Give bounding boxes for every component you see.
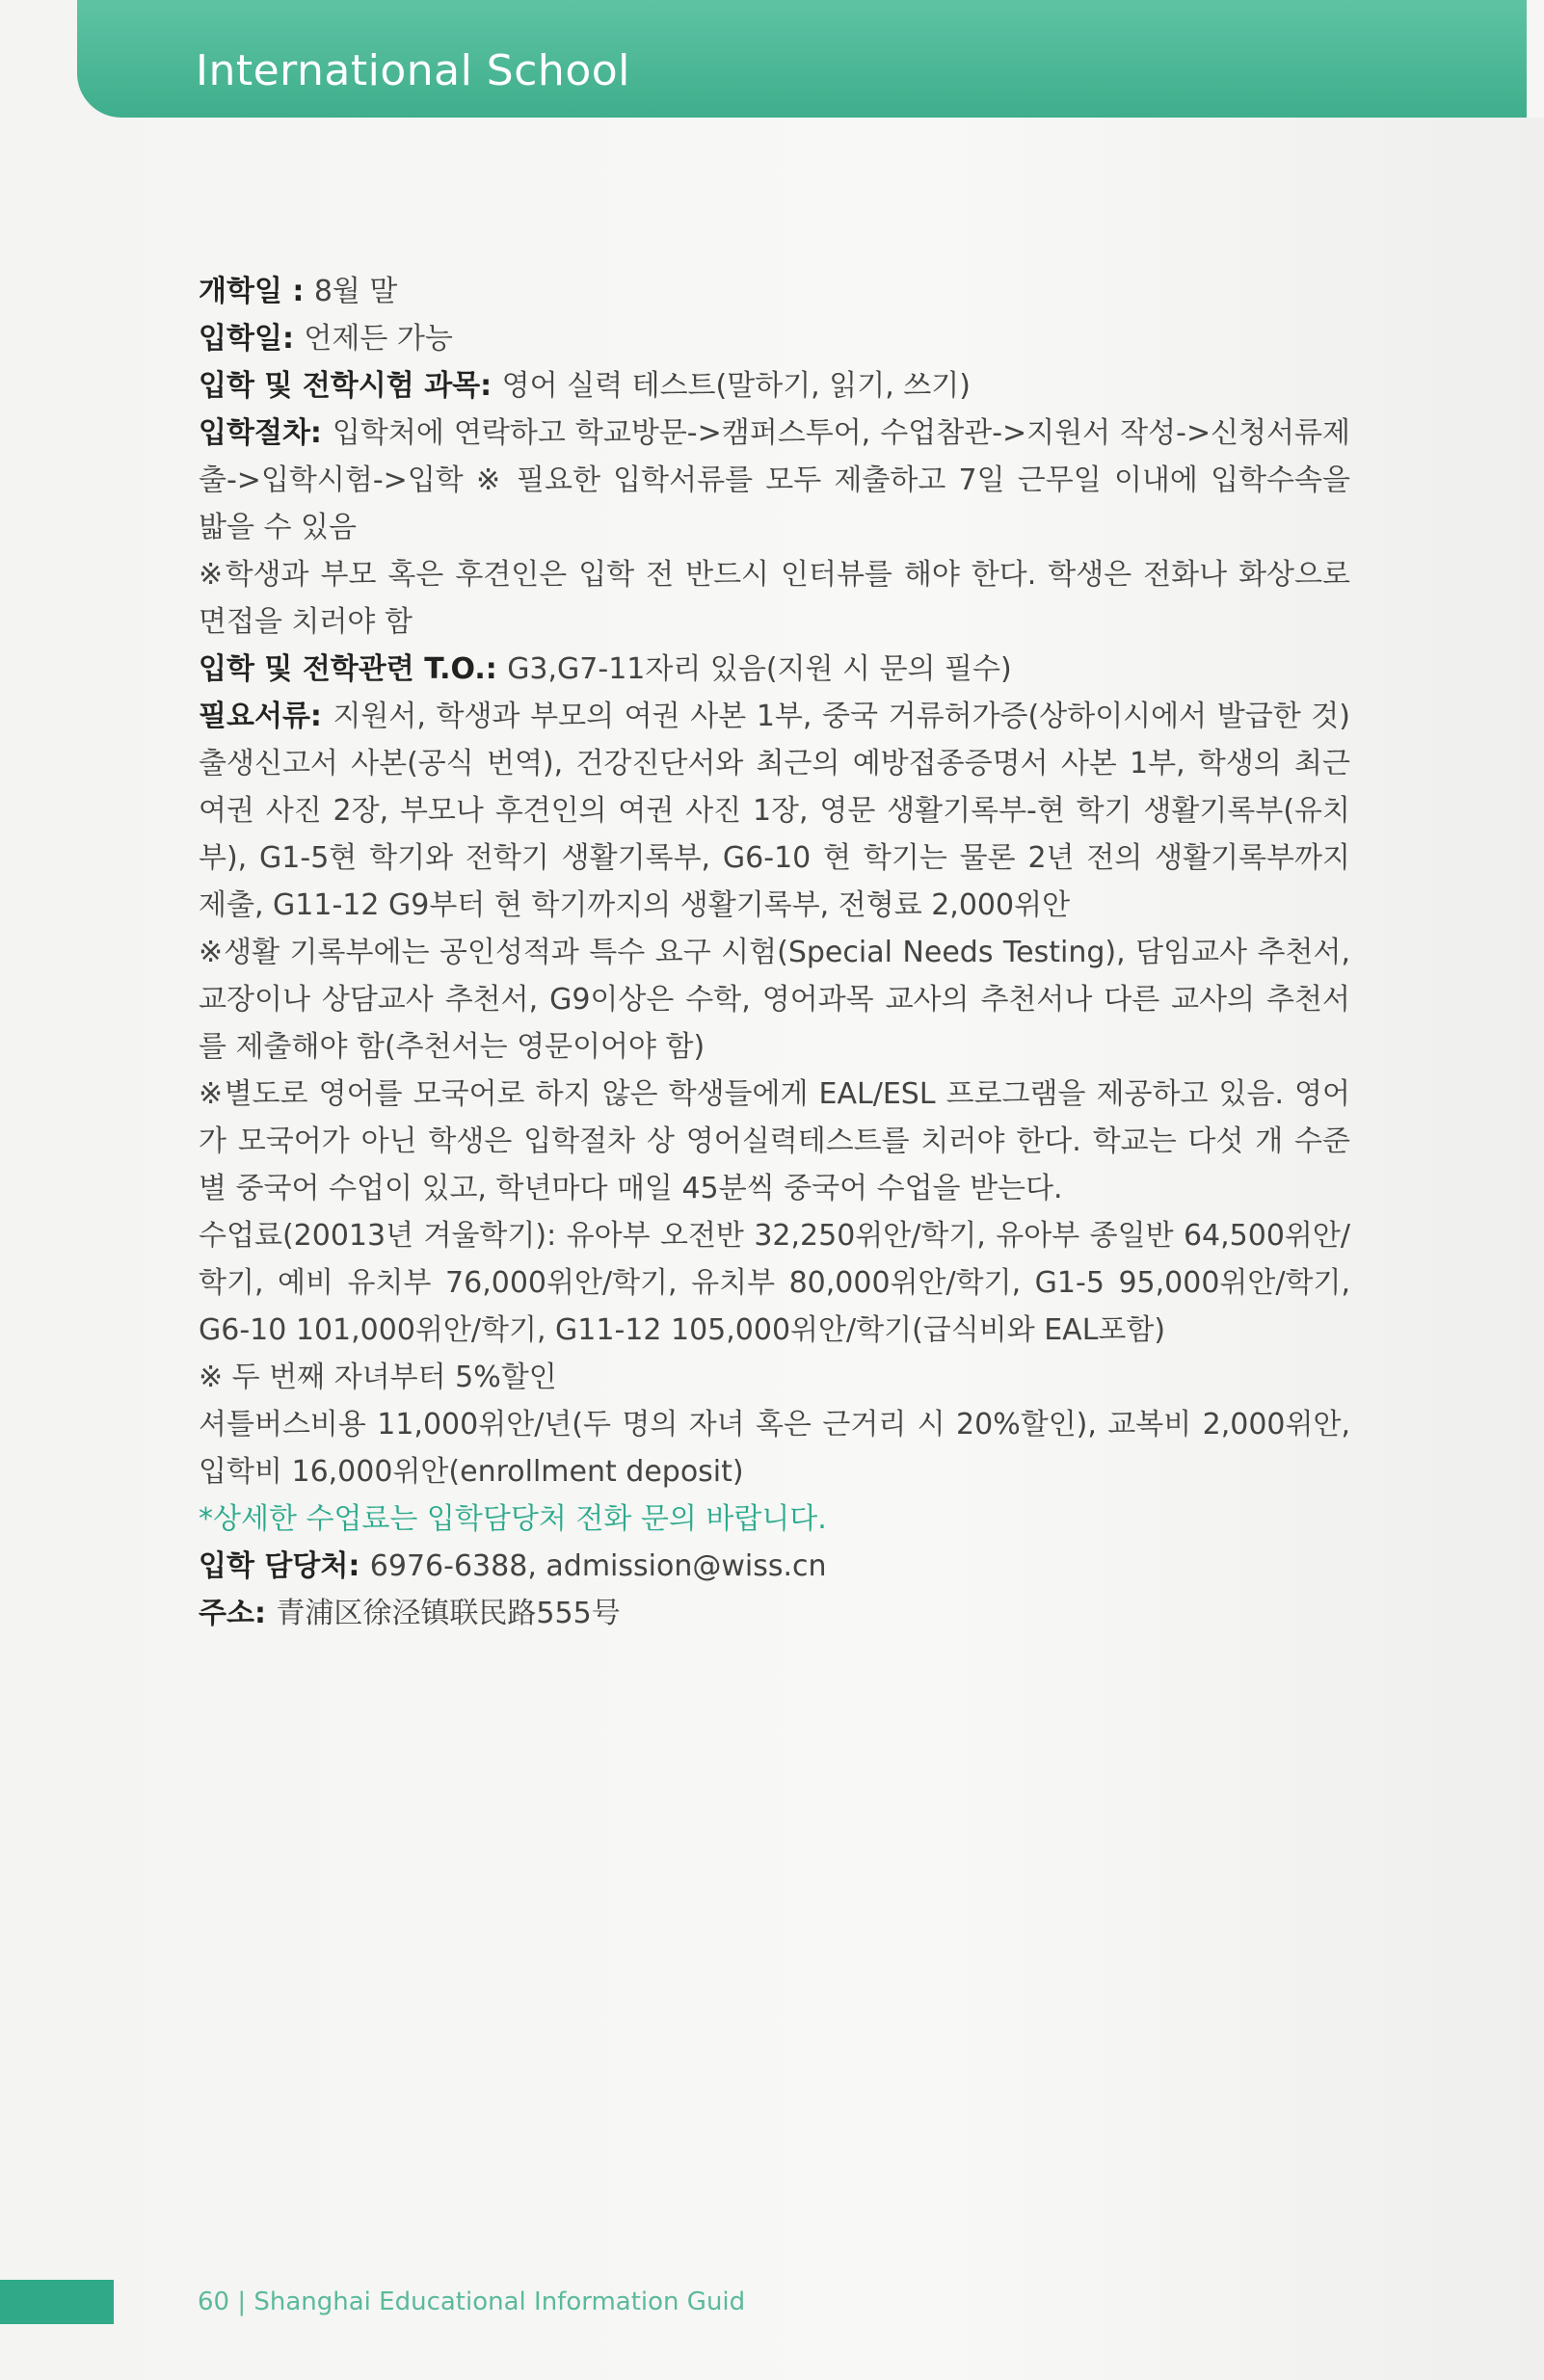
contact-label: 입학 담당처: bbox=[199, 1549, 370, 1583]
sibling-discount: ※ 두 번째 자녀부터 5%할인 bbox=[199, 1361, 557, 1394]
exam-subjects-label: 입학 및 전학시험 과목: bbox=[199, 369, 502, 403]
interview-note: ※학생과 부모 혹은 후견인은 입학 전 반드시 인터뷰를 해야 한다. 학생은 전화나 화상으로 면접을 치러야 함 bbox=[199, 558, 1350, 639]
procedure-paragraph bbox=[199, 410, 1350, 551]
exam-subjects-line bbox=[199, 362, 1350, 410]
procedure-value: 입학처에 연락하고 학교방문->캠퍼스투어, 수업참관->지원서 작성->신청서류제출->입학시험->입학 ※ 필요한 입학서류를 모두 제출하고 7일 근무일 이내에 입학수속을 밟을 수 있음 bbox=[199, 416, 1350, 544]
tuition-paragraph: 수업료(20013년 겨울학기): 유아부 오전반 32,250위안/학기, 유아부 종일반 64,500위안/학기, 예비 유치부 76,000위안/학기, 유치부 80,000위안/학기, G1-5 95,000위안/학기, G6-10 101,000위안/학기, G11-12 105,000위안/학기(급식비와 EAL포함) bbox=[199, 1219, 1350, 1347]
address-line bbox=[199, 1590, 1350, 1637]
start-date-value: 8월 말 bbox=[313, 275, 398, 308]
to-label: 입학 및 전학관련 T.O.: bbox=[199, 652, 508, 686]
start-date-label: 개학일 : bbox=[199, 275, 314, 308]
address-label: 주소: bbox=[199, 1597, 277, 1630]
exam-subjects-value: 영어 실력 테스트(말하기, 읽기, 쓰기) bbox=[501, 369, 971, 403]
bus-fee-paragraph: 셔틀버스비용 11,000위안/년(두 명의 자녀 혹은 근거리 시 20%할인), 교복비 2,000위안, 입학비 16,000위안(enrollment deposit) bbox=[199, 1408, 1351, 1489]
record-note: ※생활 기록부에는 공인성적과 특수 요구 시험(Special Needs Testing), 담임교사 추천서, 교장이나 상담교사 추천서, G9이상은 수학, 영어과목 교사의 추천서나 다른 교사의 추천서를 제출해야 함(추천서는 영문이어야 함) bbox=[199, 936, 1350, 1064]
documents-label: 필요서류: bbox=[199, 700, 333, 733]
school-info bbox=[199, 268, 1350, 1637]
procedure-label: 입학절차: bbox=[199, 416, 333, 450]
tuition-contact-note: *상세한 수업료는 입학담당처 전화 문의 바랍니다. bbox=[199, 1502, 827, 1536]
documents-paragraph bbox=[199, 693, 1350, 929]
section-title: International School bbox=[196, 46, 630, 95]
admission-date-value: 언제든 가능 bbox=[304, 322, 453, 356]
footer-accent-bar bbox=[0, 2280, 114, 2324]
page-footer: 60 | Shanghai Educational Information Guid bbox=[198, 2287, 746, 2316]
start-date-line bbox=[199, 268, 1350, 315]
to-value: G3,G7-11자리 있음(지원 시 문의 필수) bbox=[507, 652, 1012, 686]
esl-note: ※별도로 영어를 모국어로 하지 않은 학생들에게 EAL/ESL 프로그램을 제공하고 있음. 영어가 모국어가 아닌 학생은 입학절차 상 영어실력테스트를 치러야 한다. 학교는 다섯 개 수준별 중국어 수업이 있고, 학년마다 매일 45분씩 중국어 수업을 받는다. bbox=[199, 1077, 1350, 1205]
contact-line bbox=[199, 1543, 1350, 1590]
to-line bbox=[199, 646, 1350, 693]
admission-date-line bbox=[199, 315, 1350, 362]
admission-date-label: 입학일: bbox=[199, 322, 305, 356]
address-value: 青浦区徐泾镇联民路555号 bbox=[276, 1597, 621, 1630]
documents-value: 지원서, 학생과 부모의 여권 사본 1부, 중국 거류허가증(상하이시에서 발급한 것) 출생신고서 사본(공식 번역), 건강진단서와 최근의 예방접종증명서 사본 1부, 학생의 최근 여권 사진 2장, 부모나 후견인의 여권 사진 1장, 영문 생활기록부-현 학기 생활기록부(유치부), G1-5현 학기와 전학기 생활기록부, G6-10 현 학기는 물론 2년 전의 생활기록부까지 제출, G11-12 G9부터 현 학기까지의 생활기록부, 전형료 2,000위안 bbox=[199, 700, 1350, 922]
contact-value: 6976-6388, admission@wiss.cn bbox=[369, 1549, 827, 1583]
